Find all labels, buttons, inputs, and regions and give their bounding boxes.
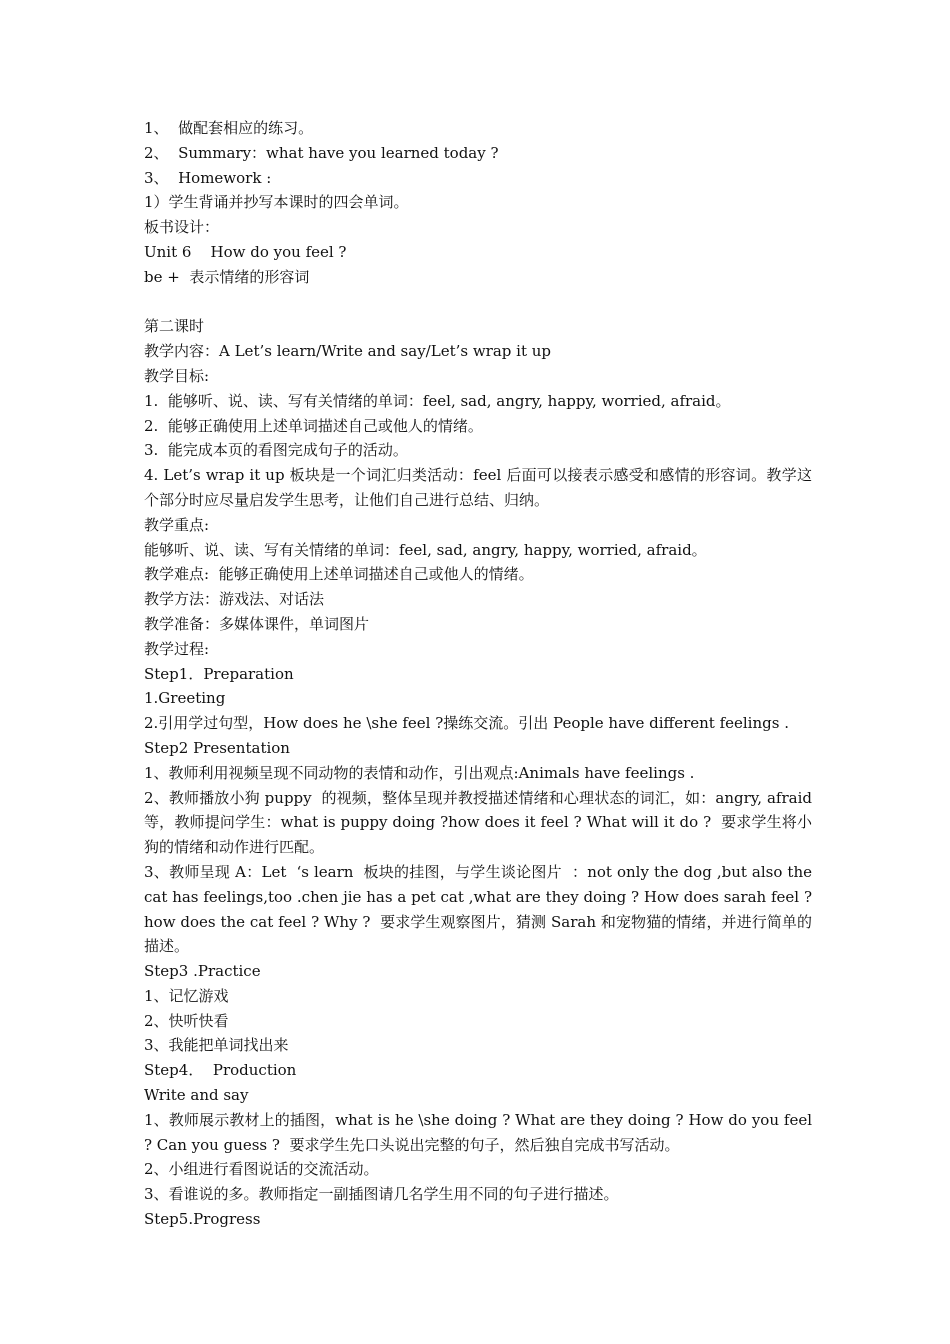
step-item: 1.Greeting xyxy=(144,689,226,708)
step-item: 3、教师呈现 A：Let ‘s learn 板块的挂图，与学生谈论图片 ：not only the dog ,but also the cat has feelings,too .chen jie has a pet cat ,what are they doing ? How does sarah feel ?how does the cat feel ? Why ? 要求学生观察图片，猜测 Sarah 和宠物猫的情绪，并进行简单的描述。 xyxy=(144,862,817,956)
step-item: 2、教师播放小狗 puppy 的视频，整体呈现并教授描述情绪和心理状态的词汇，如：angry, afraid 等，教师提问学生：what is puppy doing ?how does it feel ? What will it do ? 要求学生将小狗的情绪和动作进行匹配。 xyxy=(144,788,817,857)
blank-line xyxy=(144,290,812,315)
objective-item: 4. Let’s wrap it up 板块是一个词汇归类活动：feel 后面可以接表示感受和感情的形容词。教学这个部分时应尽量启发学生思考，让他们自己进行总结、归纳。 xyxy=(144,466,812,509)
step-item: 1、记忆游戏 xyxy=(144,986,229,1005)
teaching-objectives-heading: 教学目标: xyxy=(144,366,210,385)
step-heading: Step4． Production xyxy=(144,1061,297,1080)
teaching-preparation: 教学准备：多媒体课件，单词图片 xyxy=(144,614,370,633)
objective-item: 2. 能够正确使用上述单词描述自己或他人的情绪。 xyxy=(144,416,483,435)
teaching-content: 教学内容：A Let’s learn/Write and say/Let’s wrap it up xyxy=(144,342,552,361)
board-design-heading: 板书设计： xyxy=(144,218,220,237)
document-body xyxy=(144,116,817,1232)
exercise-item: 1、 做配套相应的练习。 xyxy=(144,119,314,137)
step-item: 3、我能把单词找出来 xyxy=(144,1036,289,1055)
step-item: 2.引用学过句型，How does he \she feel ?操练交流。引出 People have different feelings . xyxy=(144,714,789,733)
key-points-text: 能够听、说、读、写有关情绪的单词：feel, sad, angry, happy, worried, afraid。 xyxy=(144,540,707,559)
step-item: 1、教师展示教材上的插图，what is he \she doing ? What are they doing ? How do you feel ? Can you guess ? 要求学生先口头说出完整的句子，然后独自完成书写活动。 xyxy=(144,1110,817,1154)
step-item: 1、教师利用视频呈现不同动物的表情和动作，引出观点:Animals have feelings . xyxy=(144,763,695,782)
step-heading: Step5.Progress xyxy=(144,1210,261,1229)
homework-detail: 1）学生背诵并抄写本课时的四会单词。 xyxy=(144,193,409,212)
homework-item: 3、 Homework : xyxy=(144,168,272,187)
step-heading: Step1．Preparation xyxy=(144,664,294,683)
key-points-heading: 教学重点: xyxy=(144,515,210,534)
board-grammar-note: be + 表示情绪的形容词 xyxy=(144,267,310,286)
step-heading: Step2 Presentation xyxy=(144,738,290,757)
activity-heading: Write and say xyxy=(144,1086,249,1105)
objective-item: 1. 能够听、说、读、写有关情绪的单词：feel, sad, angry, happy, worried, afraid。 xyxy=(144,391,731,410)
step-item: 2、小组进行看图说话的交流活动。 xyxy=(144,1160,379,1179)
lesson-two-heading: 第二课时 xyxy=(144,317,205,336)
board-unit-title: Unit 6 How do you feel ? xyxy=(144,242,347,261)
step-item: 2、快听快看 xyxy=(144,1011,229,1030)
difficult-points: 教学难点: 能够正确使用上述单词描述自己或他人的情绪。 xyxy=(144,565,534,584)
objective-item: 3. 能完成本页的看图完成句子的活动。 xyxy=(144,441,408,460)
summary-item: 2、 Summary：what have you learned today ? xyxy=(144,143,499,162)
teaching-methods: 教学方法：游戏法、对话法 xyxy=(144,590,325,609)
teaching-process-heading: 教学过程: xyxy=(144,639,210,658)
step-item: 3、看谁说的多。教师指定一副插图请几名学生用不同的句子进行描述。 xyxy=(144,1185,619,1204)
step-heading: Step3 .Practice xyxy=(144,962,261,981)
